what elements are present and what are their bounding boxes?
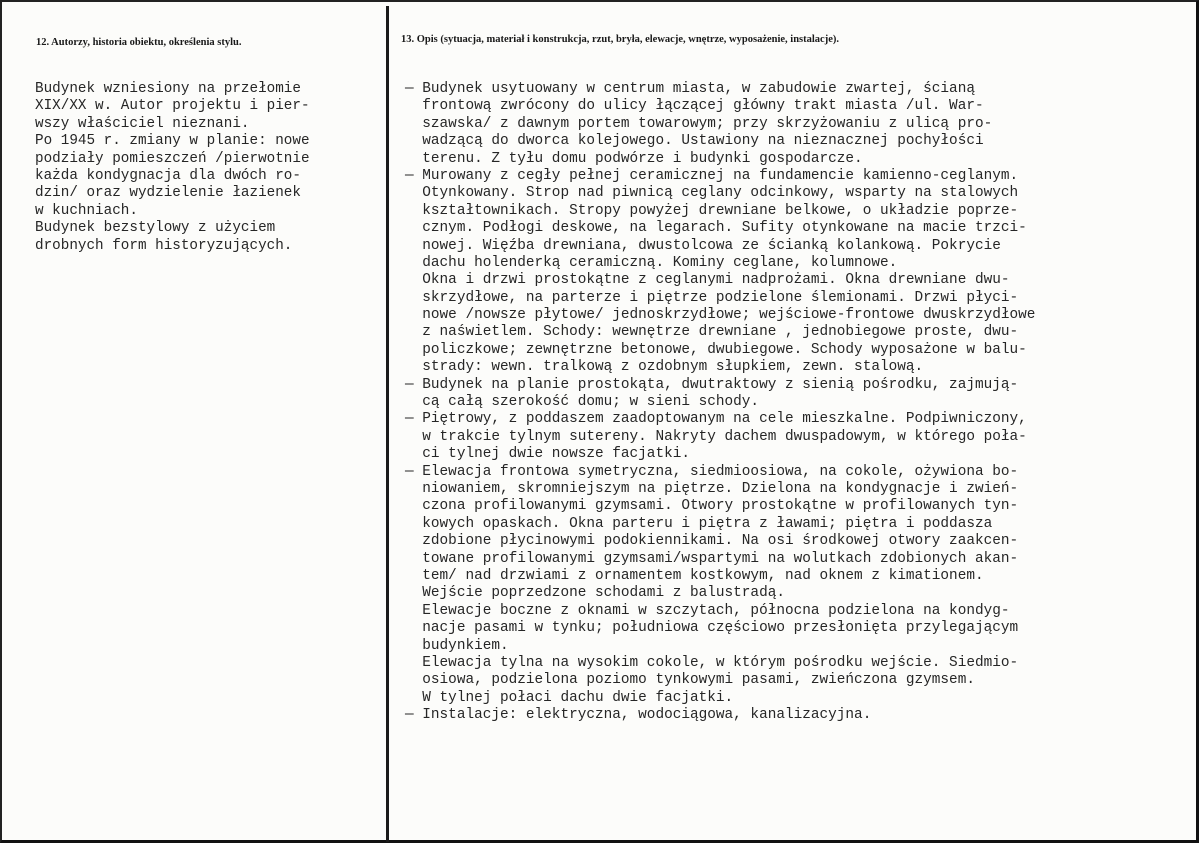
text-line: — Instalacje: elektryczna, wodociągowa, kanalizacyjna. xyxy=(405,707,872,724)
text-line: frontową zwrócony do ulicy łączącej główny trakt miasta /ul. War- xyxy=(405,98,984,115)
section-12-header: 12. Autorzy, historia obiektu, określenia stylu. xyxy=(36,37,242,48)
text-line: — Piętrowy, z poddaszem zaadoptowanym na cele mieszkalne. Podpiwniczony, xyxy=(405,411,1027,428)
text-line: tem/ nad drzwiami z ornamentem kostkowym, nad oknem z kimationem. xyxy=(405,567,984,584)
text-line: skrzydłowe, na parterze i piętrze podzielone ślemionami. Drzwi płyci- xyxy=(405,289,1019,306)
text-line: towane profilowanymi gzymsami/wspartymi na wolutkach zdobionych akan- xyxy=(405,550,1019,567)
text-line: cznym. Podłogi deskowe, na legarach. Sufity otynkowane na macie trzci- xyxy=(405,220,1027,237)
text-line: cą całą szerokość domu; w sieni schody. xyxy=(405,394,760,411)
section-13-text xyxy=(405,81,1195,724)
text-line: szawska/ z dawnym portem towarowym; przy skrzyżowaniu z ulicą pro- xyxy=(405,115,993,132)
text-line: W tylnej połaci dachu dwie facjatki. xyxy=(405,689,734,706)
text-line: budynkiem. xyxy=(405,637,509,654)
text-line: zdobione płycinowymi podokiennikami. Na osi środkowej otwory zaakcen- xyxy=(405,533,1019,550)
text-line: kształtownikach. Stropy powyżej drewniane belkowe, o układzie poprze- xyxy=(405,202,1019,219)
text-line: osiowa, podzielona poziomo tynkowymi pasami, zwieńczona gzymsem. xyxy=(405,672,975,689)
text-line: Budynek bezstylowy z użyciem xyxy=(35,220,276,237)
text-line: nowej. Więźba drewniana, dwustolcowa ze ścianką kolankową. Pokrycie xyxy=(405,237,1001,254)
text-line: policzkowe; zewnętrzne betonowe, dwubiegowe. Schody wyposażone w balu- xyxy=(405,341,1027,358)
text-line: każda kondygnacja dla dwóch ro- xyxy=(35,167,301,184)
text-line: nacje pasami w tynku; południowa częściowo przesłonięta przylegającym xyxy=(405,620,1019,637)
text-line: — Budynek usytuowany w centrum miasta, w zabudowie zwartej, ścianą xyxy=(405,81,975,97)
text-line: XIX/XX w. Autor projektu i pier- xyxy=(35,98,310,115)
text-line: ci tylnej dwie nowsze facjatki. xyxy=(405,446,690,463)
text-line: w trakcie tylnym sutereny. Nakryty dachem dwuspadowym, w którego poła- xyxy=(405,428,1027,445)
text-line: Wejście poprzedzone schodami z balustradą. xyxy=(405,585,785,602)
text-line: terenu. Z tyłu domu podwórze i budynki gospodarcze. xyxy=(405,150,863,167)
text-line: kowych opaskach. Okna parteru i piętra z ławami; piętra i poddasza xyxy=(405,515,993,532)
section-12-text xyxy=(35,81,380,255)
text-line: strady: wewn. tralkową z ozdobnym słupkiem, zewn. stalową. xyxy=(405,359,924,376)
text-line: Otynkowany. Strop nad piwnicą ceglany odcinkowy, wsparty na stalowych xyxy=(405,185,1019,202)
text-line: dzin/ oraz wydzielenie łazienek xyxy=(35,185,301,202)
text-line: Elewacja tylna na wysokim cokole, w którym pośrodku wejście. Siedmio- xyxy=(405,654,1019,671)
text-line: Po 1945 r. zmiany w planie: nowe xyxy=(35,133,310,150)
text-line: nowe /nowsze płytowe/ jednoskrzydłowe; wejściowe-frontowe dwuskrzydłowe xyxy=(405,307,1036,324)
text-line: w kuchniach. xyxy=(35,202,138,219)
text-line: podziały pomieszczeń /pierwotnie xyxy=(35,150,310,167)
text-line: Okna i drzwi prostokątne z ceglanymi nadprożami. Okna drewniane dwu- xyxy=(405,272,1010,289)
text-line: drobnych form historyzujących. xyxy=(35,237,293,254)
text-line: czona profilowanymi gzymsami. Otwory prostokątne w profilowanych tyn- xyxy=(405,498,1019,515)
text-line: niowaniem, skromniejszym na piętrze. Dzielona na kondygnacje i zwień- xyxy=(405,480,1019,497)
text-line: — Murowany z cegły pełnej ceramicznej na fundamencie kamienno-ceglanym. xyxy=(405,167,1019,184)
text-line: Budynek wzniesiony na przełomie xyxy=(35,81,301,97)
text-line: — Budynek na planie prostokąta, dwutraktowy z sienią pośrodku, zajmują- xyxy=(405,376,1019,393)
text-line: wadzącą do dworca kolejowego. Ustawiony na nieznacznej pochyłości xyxy=(405,133,984,150)
text-line: z naświetlem. Schody: wewnętrze drewniane , jednobiegowe proste, dwu- xyxy=(405,324,1019,341)
text-line: Elewacje boczne z oknami w szczytach, północna podzielona na kondyg- xyxy=(405,602,1010,619)
text-line: dachu holenderką ceramiczną. Kominy ceglane, kolumnowe. xyxy=(405,254,898,271)
text-line: — Elewacja frontowa symetryczna, siedmioosiowa, na cokole, ożywiona bo- xyxy=(405,463,1019,480)
column-divider xyxy=(386,6,389,842)
section-13-header: 13. Opis (sytuacja, materiał i konstrukcja, rzut, bryła, elewacje, wnętrze, wyposażenie, instalacje). xyxy=(401,34,840,45)
text-line: wszy właściciel nieznani. xyxy=(35,115,250,132)
